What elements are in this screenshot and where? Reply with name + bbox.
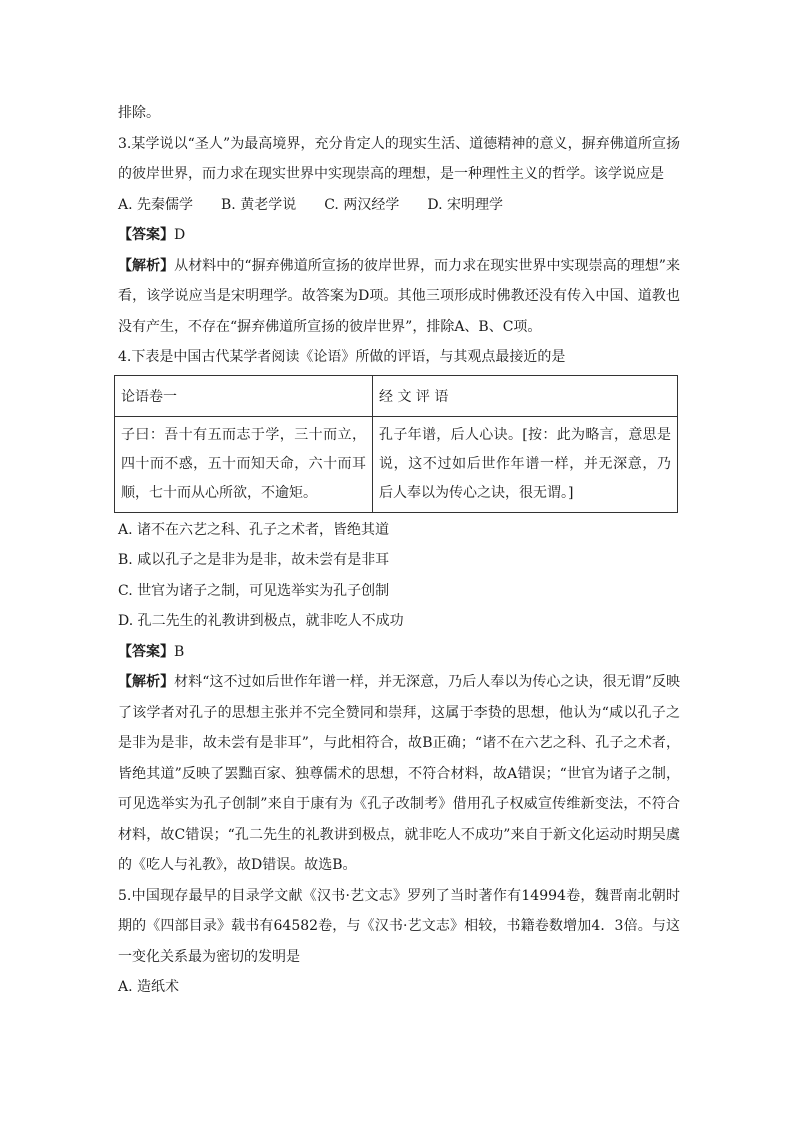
q3-answer-tag: 【答案】 [118,227,174,243]
q3-option-a: A. 先秦儒学 [118,196,194,213]
q4-answer-value: B [174,643,185,660]
table-header-cell: 论语卷一 [115,375,373,416]
q3-stem: 3.某学说以“圣人”为最高境界，充分肯定人的现实生活、道德精神的意义，摒弃佛道所宣扬的彼岸世界，而力求在现实世界中实现崇高的理想，是一种理性主义的哲学。该学说应是 [118,135,680,182]
table-header-cell: 经 文 评 语 [373,375,678,416]
q4-answer [118,637,680,668]
table-header-row [115,375,678,416]
exam-page [118,98,680,1003]
table-cell: 孔子年谱，后人心诀。[按：此为略言，意思是说，这不过如后世作年谱一样，并无深意，乃后人奉以为传心之诀，很无谓。] [373,416,678,512]
q4-option-b: B. 咸以孔子之是非为是非，故未尝有是非耳 [118,552,390,568]
q3-analysis-tag: 【解析】 [118,257,175,274]
q4-analysis-tag: 【解析】 [118,674,175,690]
q4-analysis-text: 材料“这不过如后世作年谱一样，并无深意，乃后人奉以为传心之诀，很无谓”反映了该学者对孔子的思想主张并不完全赞同和崇拜，这属于李贽的思想，他认为“咸以孔子之是非为是非，故未尝有是非耳”，与此相符合，故B正确；“诸不在六艺之科、孔子之术者，皆绝其道”反映了罢黜百家、独尊儒术的思想，不符合材料，故A错误；“世官为诸子之制，可见选举实为孔子创制”来自于康有为《孔子改制考》借用孔子权威宣传维新变法，不符合材料，故C错误；“孔二先生的礼教讲到极点，就非吃人不成功”来自于新文化运动时期吴虞的《吃人与礼教》，故D错误。故选B。 [118,674,681,873]
q4-option-c: C. 世官为诸子之制，可见选举实为孔子创制 [118,582,390,599]
q5-stem: 5.中国现存最早的目录学文献《汉书·艺文志》罗列了当时著作有14994卷，魏晋南北朝时期的《四部目录》载书有64582卷，与《汉书·艺文志》相较，书籍卷数增加4．3倍。与这一变化关系最为密切的发明是 [118,887,680,965]
table-cell: 子曰：吾十有五而志于学，三十而立，四十而不惑，五十而知天命，六十而耳顺，七十而从心所欲，不逾矩。 [115,416,373,512]
q5-option-a: A. 造纸术 [118,979,180,995]
q4-option-a: A. 诸不在六艺之科、孔子之术者，皆绝其道 [118,521,390,538]
q4-option-d: D. 孔二先生的礼教讲到极点，就非吃人不成功 [118,613,404,629]
q3-option-d: D. 宋明理学 [427,196,503,213]
q3-analysis-text: 从材料中的“摒弃佛道所宣扬的彼岸世界，而力求在现实世界中实现崇高的理想”来看，该学说应当是宋明理学。故答案为D项。其他三项形成时佛教还没有传入中国、道教也没有产生，不存在“摒弃佛道所宣扬的彼岸世界”，排除A、B、C项。 [118,257,681,335]
q3-option-b: B. 黄老学说 [221,196,297,213]
q4-table [114,375,678,513]
q4-analysis [118,667,680,881]
q3-option-c: C. 两汉经学 [324,196,400,213]
q4-answer-tag: 【答案】 [118,643,174,660]
q4-stem: 4.下表是中国古代某学者阅读《论语》所做的评语，与其观点最接近的是 [118,349,566,365]
q3-analysis [118,251,680,343]
q3-answer [118,220,680,251]
table-row [115,416,678,512]
q2-tail-text: 排除。 [118,105,160,121]
q3-answer-value: D [174,227,186,243]
q3-options [118,190,680,221]
